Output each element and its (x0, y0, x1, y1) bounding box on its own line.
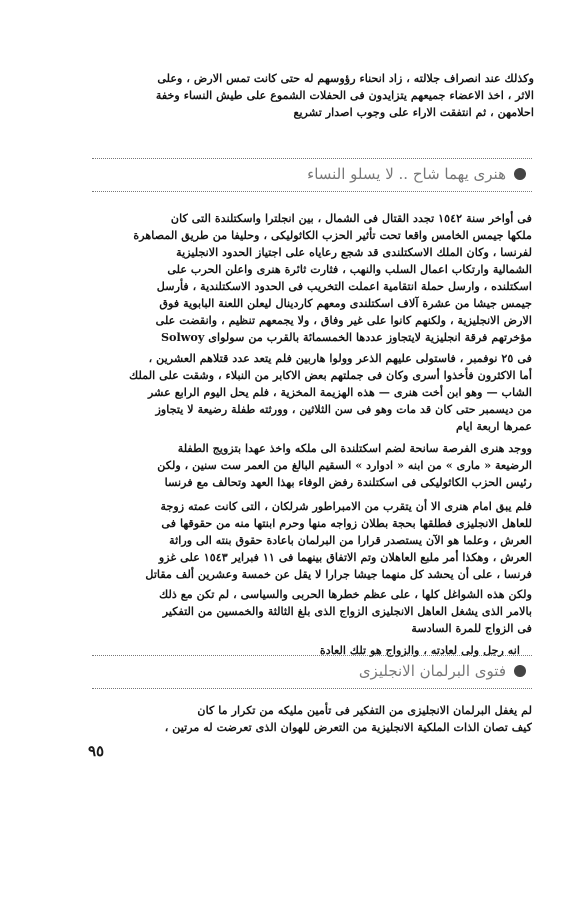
text-line: عمرها اربعة ايام (456, 419, 532, 433)
intro-paragraph (88, 70, 534, 121)
divider (92, 688, 532, 689)
bullet-icon (514, 168, 526, 180)
text-line: للعاهل الانجليزى فطلقها بحجة بطلان زواجه منها وحرم ابنتها منه من حقوقها فى (161, 516, 532, 530)
body-paragraph (90, 586, 532, 637)
divider (92, 158, 532, 159)
body-paragraph (90, 210, 532, 346)
text-line: الارض الانجليزية ، ولكنهم كانوا على غير وفاق ، ولا يجمعهم تنظيم ، وانقضت على (155, 313, 532, 327)
text-line: فى أواخر سنة ١٥٤٢ تجدد القتال فى الشمال ، بين انجلترا واسكتلندة التى كان (170, 211, 532, 225)
text-line: الشاب — وهو ابن أخت هنرى — هذه الهزيمة المخزية ، فلم يحل اليوم الرابع عشر (147, 385, 532, 399)
text-line: مؤخرتهم فرقة انجليزية لايتجاوز عددها الخمسمائة بالقرب من سولواى Solwoy (160, 330, 532, 344)
divider (92, 655, 532, 656)
text-line: فى الزواج للمرة السادسة (411, 621, 532, 635)
section-title: هنرى يهما شاح .. لا يسلو النساء (307, 165, 506, 183)
body-paragraph (90, 498, 532, 583)
text-line: العرش ، وهكذا أمر ملبع العاهلان وتم الاتفاق بينهما فى ١١ فبراير ١٥٤٣ على غزو (158, 550, 532, 564)
text-line: كيف تصان الذات الملكية الانجليزية من التعرض للهوان الذى تعرضت له مرتين ، (164, 720, 532, 734)
text-line: رئيس الحزب الكاثوليكى فى اسكتلندة رفض الوفاء بهذا العهد وتحالف مع فرنسا (164, 475, 532, 489)
text-line: ووجد هنرى الفرصة سانحة لضم اسكتلندة الى ملكه واخذ عهدا بتزويج الطفلة (177, 441, 532, 455)
body-paragraph (90, 350, 532, 435)
text-line: فرنسا ، على أن يحشد كل منهما جيشا جرارا لا يقل عن خمسة وعشرين ألف مقاتل (145, 567, 532, 581)
section-heading-henry (92, 158, 532, 192)
text-line: لم يغفل البرلمان الانجليزى من التفكير فى تأمين مليكه من تكرار ما كان (197, 703, 532, 717)
text-line: فى ٢٥ نوفمبر ، فاستولى عليهم الذعر وولوا هاربين فلم يتعد عدد قتلاهم العشرين ، (148, 351, 532, 365)
bullet-icon (514, 665, 526, 677)
text-line: احلامهن ، ثم انتفقت الاراء على وجوب اصدار تشريع (293, 105, 534, 119)
text-line: الرضيعة « مارى » من ابنه « ادوارد » السقيم البالغ من العمر ست سنين ، ولكن (157, 458, 532, 472)
text-line: اسكتلنده ، وارسل حملة انتقامية اعملت التخريب فى الحدود الاسكتلندية ، فأرسل (156, 279, 532, 293)
page-number: ٩٥ (88, 742, 105, 760)
text-line: وكذلك عند انصراف جلالته ، زاد انحناء رؤوسهم له حتى كانت تمس الارض ، وعلى (157, 71, 534, 85)
text-line: الشمالية وارتكاب اعمال السلب والنهب ، فثارت ثائرة هنرى واعلن الحرب على (167, 262, 532, 276)
text-line: الاثر ، اخذ الاعضاء جميعهم يتزايدون فى الحفلات الشموع على طيش النساء وخفة (155, 88, 534, 102)
text-line: انه رجل ولى لعادته ، والزواج هو تلك العادة (319, 643, 520, 657)
divider (92, 191, 532, 192)
text-line: فلم يبق امام هنرى الا أن يتقرب من الامبراطور شرلكان ، التى كانت عمته زوجة (160, 499, 532, 513)
section-heading-parliament (92, 655, 532, 689)
text-line: جيمس جيشا من عشرة آلاف اسكتلندى ومعهم كاردينال ليعلن اللعنة البابوية فوق (159, 296, 532, 310)
text-line: بالامر الذى يشغل العاهل الانجليزى الزواج الذى بلغ الثالثة والخمسين من التفكير (162, 604, 532, 618)
text-line: أما الاكثرون فأخذوا أسرى وكان فى جملتهم بعض الاكابر من النبلاء ، وشقت على الملك (129, 368, 532, 382)
text-line: من ديسمبر حتى كان قد مات وهو فى سن الثلاثين ، وورثته طفلة رضيعة لا يتجاوز (155, 402, 532, 416)
text-line: لفرنسا ، وكان الملك الاسكتلندى قد شجع رعاياه على اجتياز الحدود الانجليزية (176, 245, 532, 259)
section-title: فتوى البرلمان الانجليزى (358, 662, 506, 680)
text-line: العرش ، وعلما هو الآن يستصدر قرارا من البرلمان باعادة حقوق بنته الى وراثة (169, 533, 532, 547)
text-line: ولكن هذه الشواغل كلها ، على عظم خطرها الحربى والسياسى ، لم تكن مع ذلك (159, 587, 532, 601)
text-line: ملكها جيمس الخامس واقعا تحت تأثير الحزب الكاثوليكى ، وحليفا من طريق المصاهرة (133, 228, 532, 242)
body-paragraph (90, 440, 532, 491)
body-paragraph (94, 702, 532, 736)
